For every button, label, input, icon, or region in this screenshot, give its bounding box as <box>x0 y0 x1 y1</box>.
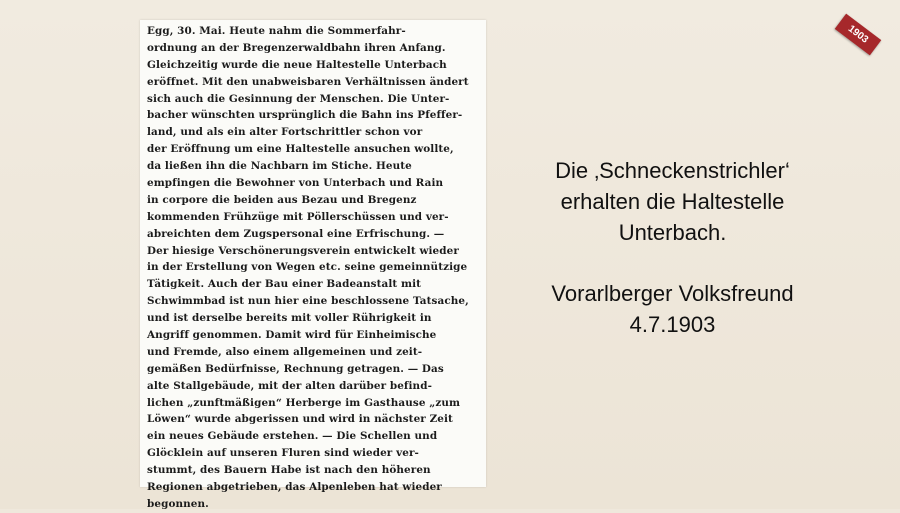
clipping-line: Schwimmbad ist nun hier eine beschlossene Tatsache, <box>147 295 469 308</box>
clipping-line: abreichten dem Zugspersonal eine Erfrischung. — <box>147 227 445 240</box>
clipping-line: kommenden Frühzüge mit Pöllerschüssen und ver- <box>147 210 449 223</box>
caption-title-line-1: Die ‚Schneckenstrichler‘ <box>555 158 790 183</box>
year-tag: 1903 <box>835 14 882 56</box>
clipping-text <box>140 20 486 513</box>
clipping-line: sich auch die Gesinnung der Menschen. Die Unter- <box>147 92 450 105</box>
clipping-line: der Eröffnung um eine Haltestelle ansuchen wollte, <box>147 143 454 156</box>
clipping-line: und ist derselbe bereits mit voller Rührigkeit in <box>147 312 432 325</box>
clipping-line: Tätigkeit. Auch der Bau einer Badeanstalt mit <box>147 278 422 291</box>
newspaper-clipping <box>140 20 486 510</box>
clipping-line: Gleichzeitig wurde die neue Haltestelle Unterbach <box>147 58 447 71</box>
clipping-line: stummt, des Bauern Habe ist nach den höheren <box>147 464 431 477</box>
clipping-line: eröffnet. Mit den unabweisbaren Verhältnissen ändert <box>147 75 469 88</box>
clipping-line: in der Erstellung von Wegen etc. seine gemeinnützige <box>147 261 468 274</box>
clipping-line: empfingen die Bewohner von Unterbach und Rain <box>147 177 444 190</box>
slide-caption <box>520 155 825 340</box>
clipping-line: ein neues Gebäude erstehen. — Die Schellen und <box>147 430 438 443</box>
clipping-line: land, und als ein alter Fortschrittler schon vor <box>147 126 423 139</box>
clipping-line: Angriff genommen. Damit wird für Einheimische <box>147 329 437 342</box>
caption-date: 4.7.1903 <box>629 312 716 337</box>
clipping-line: Der hiesige Verschönerungsverein entwickelt wieder <box>147 244 459 257</box>
clipping-line: ordnung an der Bregenzerwaldbahn ihren Anfang. <box>147 41 446 54</box>
clipping-line: lichen „zunftmäßigen“ Herberge im Gasthause „zum <box>147 396 461 409</box>
clipping-line: in corpore die beiden aus Bezau und Bregenz <box>147 193 417 206</box>
clipping-line: und Fremde, also einem allgemeinen und zeit- <box>147 345 423 358</box>
clipping-line: alte Stallgebäude, mit der alten darüber befind- <box>147 379 432 392</box>
clipping-line: Glöcklein auf unseren Fluren sind wieder ver- <box>147 447 419 460</box>
clipping-line: bacher wünschten ursprünglich die Bahn ins Pfeffer- <box>147 109 463 122</box>
clipping-line: Regionen abgetrieben, das Alpenleben hat wieder <box>147 481 442 494</box>
caption-title-line-2: erhalten die Haltestelle <box>560 189 785 214</box>
clipping-line: da ließen ihn die Nachbarn im Stiche. Heute <box>147 160 412 173</box>
clipping-line: gemäßen Bedürfnisse, Rechnung getragen. — Das <box>147 362 444 375</box>
clipping-line: Löwen“ wurde abgerissen und wird in nächster Zeit <box>147 413 453 426</box>
caption-spacer <box>520 248 825 278</box>
caption-source: Vorarlberger Volksfreund <box>551 281 794 306</box>
clipping-line: Egg, 30. Mai. Heute nahm die Sommerfahr- <box>147 25 406 37</box>
clipping-line: begonnen. <box>147 497 209 510</box>
caption-title-line-3: Unterbach. <box>618 220 727 245</box>
